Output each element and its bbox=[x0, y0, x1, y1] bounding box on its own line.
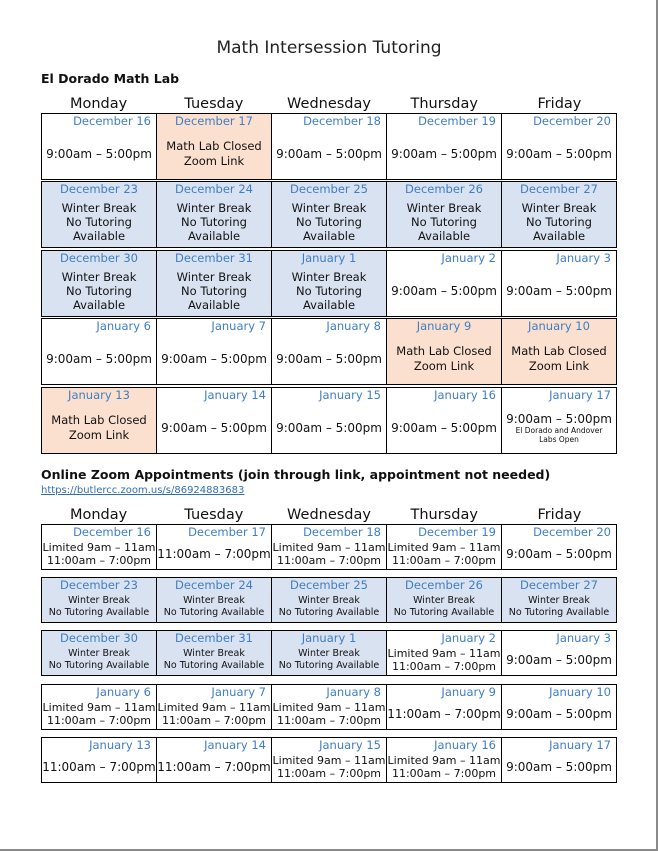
date-label: December 25 bbox=[290, 182, 368, 196]
day-cell bbox=[387, 388, 502, 454]
zoom-link-text[interactable]: Zoom Link bbox=[183, 153, 245, 168]
date-label: December 17 bbox=[175, 114, 253, 128]
day-cell bbox=[157, 182, 272, 248]
table-row bbox=[42, 388, 617, 454]
hours-text: 9:00am – 5:00pm bbox=[506, 547, 612, 561]
limited-hours-text: Limited 9am – 11am bbox=[387, 541, 501, 554]
hours-text: 9:00am – 5:00pm bbox=[391, 146, 497, 161]
break-text: No Tutoring Available bbox=[508, 607, 610, 618]
day-cell bbox=[42, 319, 157, 385]
lab-note-text: Labs Open bbox=[539, 434, 579, 444]
limited-hours-text: Limited 9am – 11am bbox=[272, 701, 386, 714]
hours-text: 9:00am – 5:00pm bbox=[506, 283, 612, 298]
date-label: December 18 bbox=[303, 114, 381, 128]
table-row bbox=[42, 578, 617, 623]
day-header-friday: Friday bbox=[537, 96, 582, 112]
break-text: Winter Break bbox=[406, 200, 482, 215]
date-label: December 31 bbox=[175, 631, 253, 645]
date-label: January 1 bbox=[301, 631, 357, 645]
lab-week-3 bbox=[41, 250, 617, 317]
day-cell bbox=[272, 578, 387, 623]
day-cell bbox=[42, 525, 157, 570]
lab-week-1 bbox=[41, 113, 617, 180]
break-text: Winter Break bbox=[298, 648, 360, 659]
date-label: December 19 bbox=[418, 114, 496, 128]
date-label: January 8 bbox=[326, 685, 381, 699]
day-cell bbox=[272, 685, 387, 730]
zoom-link[interactable]: https://butlercc.zoom.us/s/86924883683 bbox=[41, 485, 245, 496]
date-label: December 27 bbox=[520, 578, 598, 592]
limited-hours-text: 11:00am – 7:00pm bbox=[276, 767, 382, 780]
closed-text: Math Lab Closed bbox=[396, 343, 492, 358]
date-label: January 7 bbox=[211, 685, 266, 699]
break-text: Available bbox=[532, 228, 586, 243]
limited-hours-text: 11:00am – 7:00pm bbox=[391, 554, 497, 567]
day-cell bbox=[502, 738, 617, 783]
limited-hours-text: Limited 9am – 11am bbox=[272, 541, 386, 554]
date-label: December 16 bbox=[73, 525, 151, 539]
break-text: No Tutoring bbox=[181, 214, 247, 229]
table-row bbox=[42, 685, 617, 730]
limited-hours-text: 11:00am – 7:00pm bbox=[391, 767, 497, 780]
break-text: Winter Break bbox=[291, 200, 367, 215]
break-text: No Tutoring bbox=[526, 214, 592, 229]
break-text: No Tutoring Available bbox=[48, 660, 150, 671]
day-cell bbox=[502, 319, 617, 385]
day-cell bbox=[42, 578, 157, 623]
day-cell bbox=[272, 388, 387, 454]
day-cell bbox=[387, 525, 502, 570]
date-label: January 13 bbox=[89, 738, 151, 752]
break-text: No Tutoring bbox=[181, 283, 247, 298]
closed-text: Math Lab Closed bbox=[51, 412, 147, 427]
break-text: No Tutoring Available bbox=[48, 607, 150, 618]
date-label: December 24 bbox=[175, 578, 253, 592]
day-cell bbox=[42, 738, 157, 783]
lab-note-text: El Dorado and Andover bbox=[515, 425, 603, 435]
hours-text: 9:00am – 5:00pm bbox=[506, 146, 612, 161]
online-section-heading: Online Zoom Appointments (join through link, appointment not needed) bbox=[41, 467, 551, 482]
table-row bbox=[42, 525, 617, 570]
closed-text: Math Lab Closed bbox=[166, 138, 262, 153]
break-text: Winter Break bbox=[61, 269, 137, 284]
date-label: December 27 bbox=[520, 182, 598, 196]
hours-text: 9:00am – 5:00pm bbox=[161, 351, 267, 366]
hours-text: 11:00am – 7:00pm bbox=[387, 707, 501, 721]
day-cell bbox=[502, 388, 617, 454]
table-row bbox=[42, 114, 617, 180]
day-cell bbox=[502, 182, 617, 248]
online-week-1 bbox=[41, 524, 617, 570]
date-label: December 23 bbox=[60, 182, 138, 196]
day-header-wednesday: Wednesday bbox=[287, 507, 371, 523]
day-cell bbox=[502, 685, 617, 730]
lab-week-5 bbox=[41, 387, 617, 454]
day-cell bbox=[157, 738, 272, 783]
limited-hours-text: 11:00am – 7:00pm bbox=[161, 714, 267, 727]
break-text: No Tutoring Available bbox=[163, 660, 265, 671]
break-text: No Tutoring bbox=[66, 283, 132, 298]
day-cell bbox=[157, 525, 272, 570]
day-cell bbox=[387, 251, 502, 317]
hours-text: 9:00am – 5:00pm bbox=[46, 351, 152, 366]
break-text: Winter Break bbox=[176, 269, 252, 284]
online-week-5 bbox=[41, 737, 617, 783]
day-header-tuesday: Tuesday bbox=[184, 507, 244, 523]
break-text: Available bbox=[72, 228, 126, 243]
break-text: No Tutoring bbox=[296, 214, 362, 229]
table-row bbox=[42, 631, 617, 676]
table-row bbox=[42, 738, 617, 783]
date-label: January 10 bbox=[528, 319, 590, 333]
day-cell bbox=[272, 114, 387, 180]
break-text: No Tutoring bbox=[411, 214, 477, 229]
table-row bbox=[42, 182, 617, 248]
date-label: January 14 bbox=[204, 738, 266, 752]
day-header-thursday: Thursday bbox=[410, 96, 478, 112]
day-cell bbox=[387, 319, 502, 385]
online-week-4 bbox=[41, 684, 617, 730]
day-cell bbox=[272, 525, 387, 570]
date-label: January 3 bbox=[556, 631, 611, 645]
lab-day-headers bbox=[41, 96, 617, 112]
day-cell bbox=[272, 182, 387, 248]
hours-text: 9:00am – 5:00pm bbox=[506, 411, 612, 426]
break-text: Winter Break bbox=[68, 595, 130, 606]
break-text: Winter Break bbox=[298, 595, 360, 606]
day-cell bbox=[157, 319, 272, 385]
date-label: December 25 bbox=[290, 578, 368, 592]
zoom-link-text[interactable]: Zoom Link bbox=[68, 427, 130, 442]
hours-text: 11:00am – 7:00pm bbox=[157, 547, 271, 561]
day-cell bbox=[387, 631, 502, 676]
date-label: December 23 bbox=[60, 578, 138, 592]
break-text: Available bbox=[72, 297, 126, 312]
day-header-monday: Monday bbox=[69, 507, 128, 523]
date-label: December 31 bbox=[175, 251, 253, 265]
date-label: December 16 bbox=[73, 114, 151, 128]
limited-hours-text: Limited 9am – 11am bbox=[272, 754, 386, 767]
break-text: No Tutoring Available bbox=[393, 607, 495, 618]
hours-text: 9:00am – 5:00pm bbox=[391, 283, 497, 298]
break-text: No Tutoring bbox=[66, 214, 132, 229]
hours-text: 9:00am – 5:00pm bbox=[391, 420, 497, 435]
break-text: Winter Break bbox=[521, 200, 597, 215]
date-label: January 2 bbox=[441, 631, 496, 645]
day-cell bbox=[157, 578, 272, 623]
day-cell bbox=[502, 251, 617, 317]
date-label: December 26 bbox=[405, 182, 483, 196]
day-cell bbox=[502, 525, 617, 570]
day-cell bbox=[272, 738, 387, 783]
break-text: No Tutoring Available bbox=[163, 607, 265, 618]
break-text: Winter Break bbox=[176, 200, 252, 215]
online-week-3 bbox=[41, 630, 617, 676]
date-label: January 16 bbox=[434, 738, 496, 752]
limited-hours-text: Limited 9am – 11am bbox=[157, 701, 271, 714]
day-header-tuesday: Tuesday bbox=[184, 96, 244, 112]
day-cell bbox=[502, 114, 617, 180]
hours-text: 9:00am – 5:00pm bbox=[161, 420, 267, 435]
limited-hours-text: 11:00am – 7:00pm bbox=[276, 714, 382, 727]
day-cell bbox=[157, 685, 272, 730]
break-text: Available bbox=[302, 228, 356, 243]
date-label: January 13 bbox=[68, 388, 130, 402]
date-label: January 6 bbox=[96, 319, 151, 333]
limited-hours-text: Limited 9am – 11am bbox=[387, 647, 501, 660]
date-label: December 19 bbox=[418, 525, 496, 539]
break-text: Available bbox=[187, 228, 241, 243]
break-text: Available bbox=[187, 297, 241, 312]
day-cell bbox=[272, 319, 387, 385]
lab-section-heading: El Dorado Math Lab bbox=[41, 71, 180, 86]
hours-text: 11:00am – 7:00pm bbox=[157, 760, 271, 774]
break-text: Winter Break bbox=[183, 595, 245, 606]
day-header-thursday: Thursday bbox=[410, 507, 478, 523]
date-label: December 18 bbox=[303, 525, 381, 539]
limited-hours-text: 11:00am – 7:00pm bbox=[46, 554, 152, 567]
date-label: January 6 bbox=[96, 685, 151, 699]
break-text: No Tutoring Available bbox=[278, 660, 380, 671]
date-label: January 1 bbox=[301, 251, 357, 265]
date-label: December 30 bbox=[60, 251, 138, 265]
day-cell bbox=[42, 631, 157, 676]
limited-hours-text: 11:00am – 7:00pm bbox=[391, 660, 497, 673]
lab-week-4 bbox=[41, 318, 617, 385]
date-label: December 24 bbox=[175, 182, 253, 196]
break-text: Winter Break bbox=[183, 648, 245, 659]
day-header-monday: Monday bbox=[69, 96, 128, 112]
day-header-friday: Friday bbox=[537, 507, 582, 523]
day-cell bbox=[387, 738, 502, 783]
day-cell bbox=[387, 578, 502, 623]
day-cell bbox=[157, 251, 272, 317]
break-text: No Tutoring bbox=[296, 283, 362, 298]
break-text: No Tutoring Available bbox=[278, 607, 380, 618]
limited-hours-text: 11:00am – 7:00pm bbox=[46, 714, 152, 727]
date-label: January 9 bbox=[441, 685, 496, 699]
date-label: January 8 bbox=[326, 319, 381, 333]
day-cell bbox=[42, 182, 157, 248]
day-cell bbox=[157, 114, 272, 180]
date-label: January 7 bbox=[211, 319, 266, 333]
date-label: December 30 bbox=[60, 631, 138, 645]
hours-text: 11:00am – 7:00pm bbox=[42, 760, 156, 774]
date-label: January 10 bbox=[549, 685, 611, 699]
closed-text: Math Lab Closed bbox=[511, 343, 607, 358]
date-label: January 17 bbox=[549, 388, 611, 402]
hours-text: 9:00am – 5:00pm bbox=[276, 146, 382, 161]
date-label: December 17 bbox=[188, 525, 266, 539]
hours-text: 9:00am – 5:00pm bbox=[276, 351, 382, 366]
document-title: Math Intersession Tutoring bbox=[216, 38, 442, 58]
zoom-link-text[interactable]: Zoom Link bbox=[528, 358, 590, 373]
limited-hours-text: 11:00am – 7:00pm bbox=[276, 554, 382, 567]
date-label: December 20 bbox=[533, 114, 611, 128]
online-day-headers bbox=[41, 507, 617, 523]
day-cell bbox=[502, 578, 617, 623]
day-cell bbox=[387, 685, 502, 730]
day-cell bbox=[502, 631, 617, 676]
day-cell bbox=[272, 251, 387, 317]
date-label: January 14 bbox=[204, 388, 266, 402]
day-cell bbox=[157, 388, 272, 454]
hours-text: 9:00am – 5:00pm bbox=[506, 707, 612, 721]
date-label: January 2 bbox=[441, 251, 496, 265]
day-cell bbox=[42, 685, 157, 730]
date-label: January 16 bbox=[434, 388, 496, 402]
date-label: January 17 bbox=[549, 738, 611, 752]
date-label: January 9 bbox=[416, 319, 472, 333]
day-cell bbox=[387, 182, 502, 248]
date-label: December 20 bbox=[533, 525, 611, 539]
break-text: Available bbox=[417, 228, 471, 243]
break-text: Winter Break bbox=[528, 595, 590, 606]
lab-week-2 bbox=[41, 181, 617, 248]
online-week-2 bbox=[41, 577, 617, 623]
break-text: Winter Break bbox=[413, 595, 475, 606]
limited-hours-text: Limited 9am – 11am bbox=[42, 701, 156, 714]
day-cell bbox=[387, 114, 502, 180]
day-cell bbox=[42, 388, 157, 454]
hours-text: 9:00am – 5:00pm bbox=[46, 146, 152, 161]
day-cell bbox=[42, 114, 157, 180]
day-cell bbox=[157, 631, 272, 676]
break-text: Winter Break bbox=[61, 200, 137, 215]
date-label: January 3 bbox=[556, 251, 611, 265]
day-header-wednesday: Wednesday bbox=[287, 96, 371, 112]
zoom-link-text[interactable]: Zoom Link bbox=[413, 358, 475, 373]
hours-text: 9:00am – 5:00pm bbox=[276, 420, 382, 435]
hours-text: 9:00am – 5:00pm bbox=[506, 653, 612, 667]
table-row bbox=[42, 251, 617, 317]
limited-hours-text: Limited 9am – 11am bbox=[42, 541, 156, 554]
date-label: January 15 bbox=[319, 388, 381, 402]
day-cell bbox=[42, 251, 157, 317]
day-cell bbox=[272, 631, 387, 676]
table-row bbox=[42, 319, 617, 385]
date-label: December 26 bbox=[405, 578, 483, 592]
hours-text: 9:00am – 5:00pm bbox=[506, 760, 612, 774]
date-label: January 15 bbox=[319, 738, 381, 752]
break-text: Winter Break bbox=[291, 269, 367, 284]
limited-hours-text: Limited 9am – 11am bbox=[387, 754, 501, 767]
break-text: Winter Break bbox=[68, 648, 130, 659]
break-text: Available bbox=[302, 297, 356, 312]
